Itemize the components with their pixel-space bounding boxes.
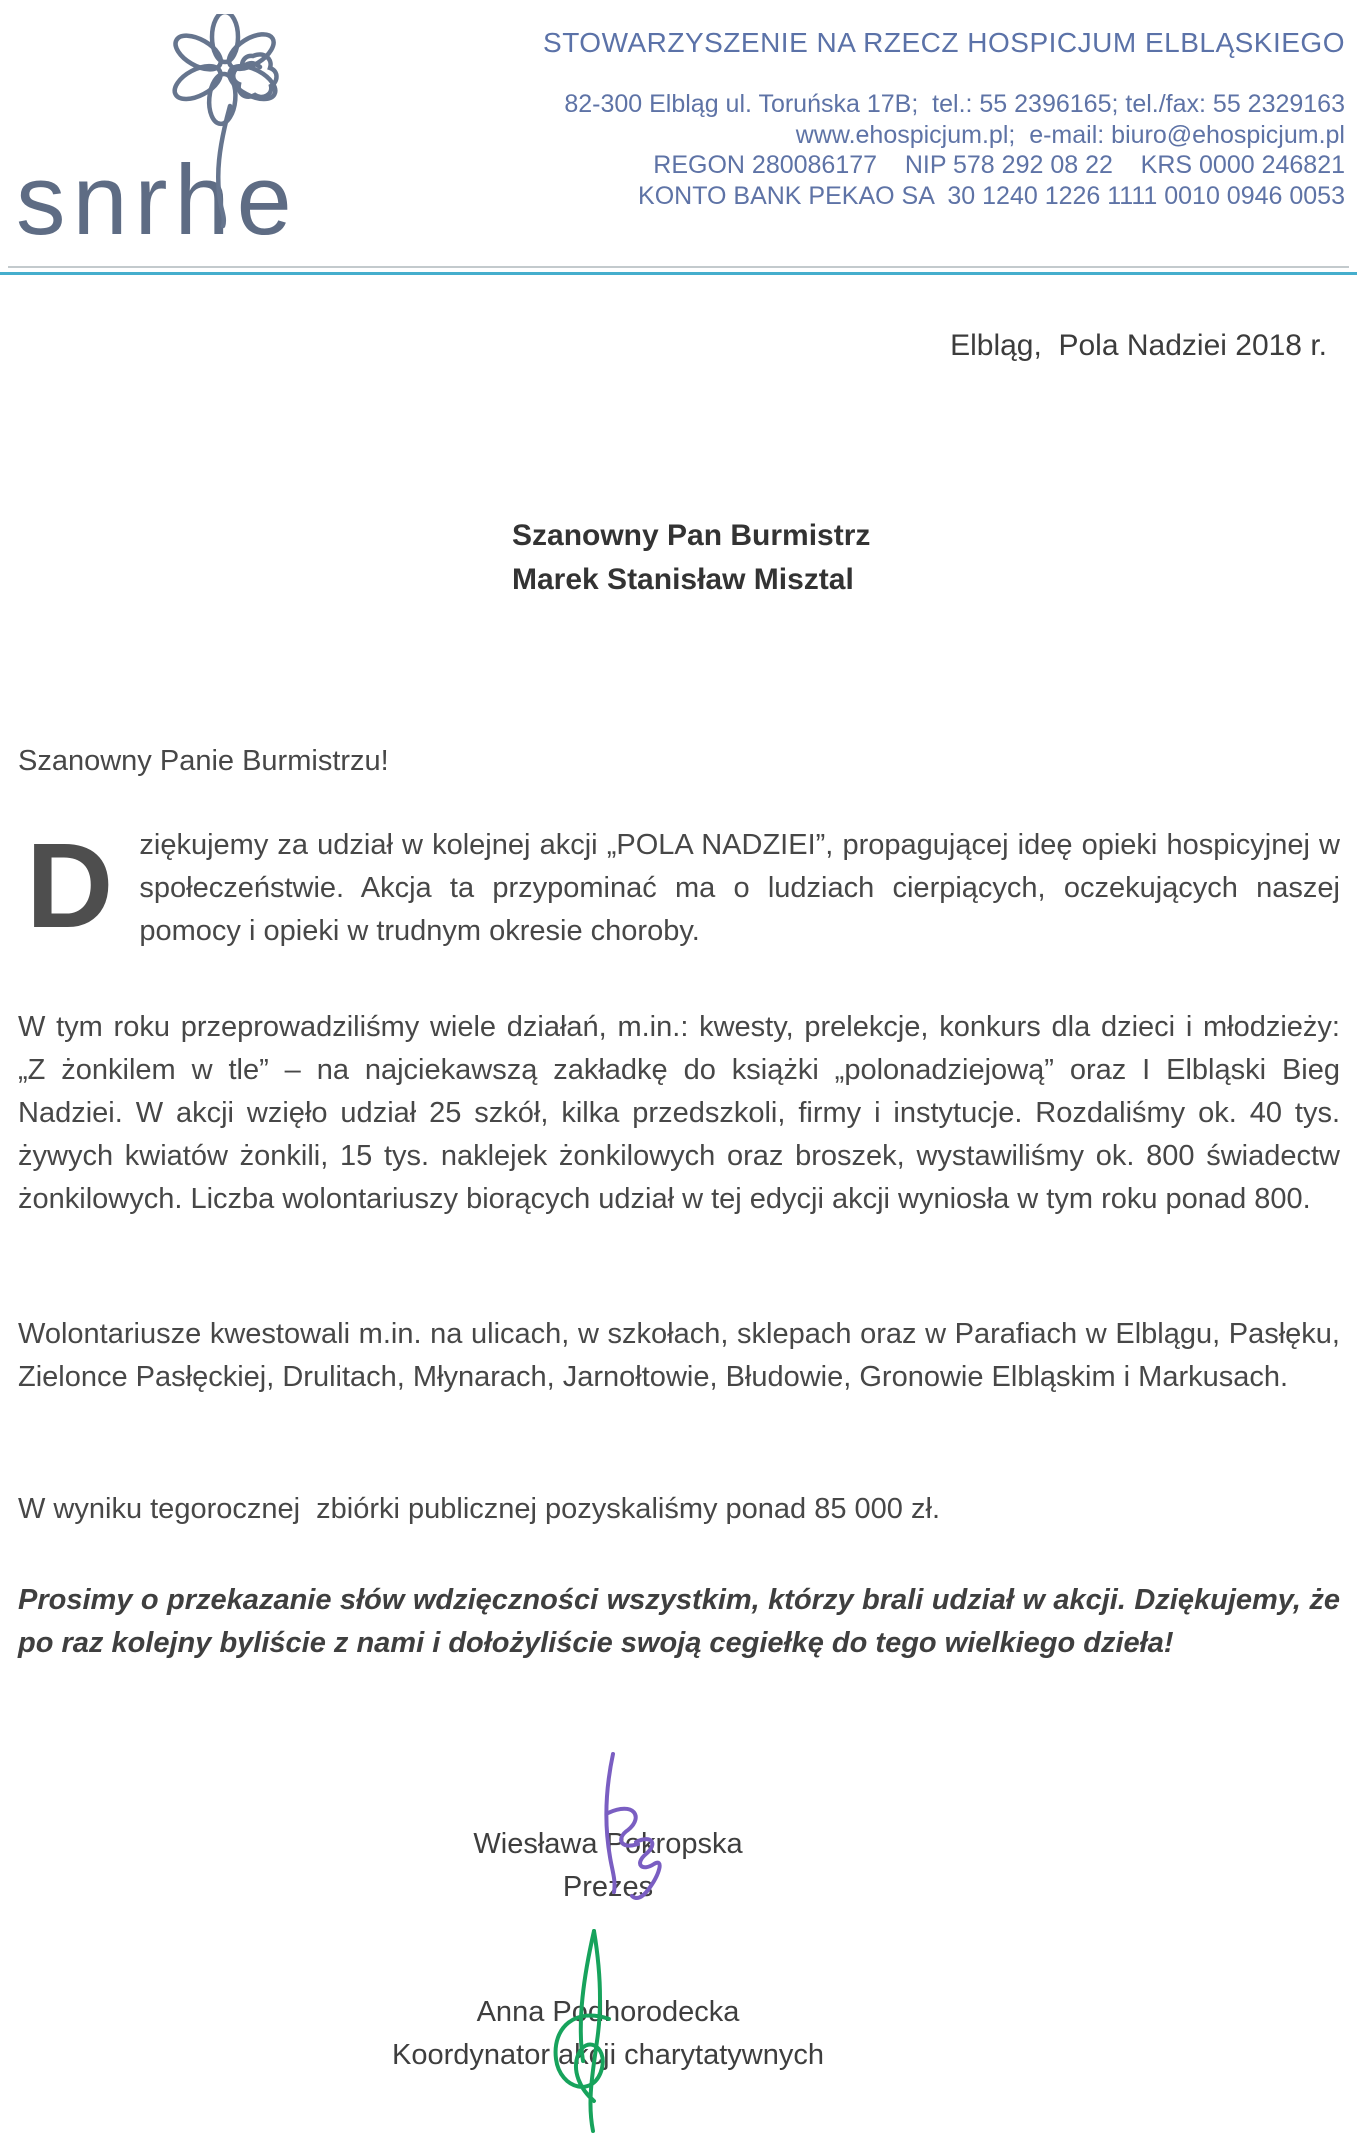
letterhead-bank-account-line: KONTO BANK PEKAO SA 30 1240 1226 1111 0010 0946 0053 (638, 181, 1345, 210)
letterhead-registry-line: REGON 280086177 NIP 578 292 08 22 KRS 0000 246821 (653, 151, 1345, 179)
signer-title: Koordynator akcji charytatywnych (392, 2039, 824, 2071)
letterhead-text-block (543, 27, 1345, 211)
salutation: Szanowny Panie Burmistrzu! (18, 745, 389, 777)
letterhead-web-email-line: www.ehospicjum.pl; e-mail: biuro@ehospicjum.pl (795, 120, 1345, 149)
addressee-title: Szanowny Pan Burmistrz (512, 519, 871, 552)
letterhead-contact-line: 82-300 Elbląg ul. Toruńska 17B; tel.: 55 2396165; tel./fax: 55 2329163 (564, 90, 1345, 118)
paragraph-activities: W tym roku przeprowadziliśmy wiele działań, m.in.: kwesty, prelekcje, konkurs dla dzieci i młodzieży: „Z żonkilem w tle” – na najciekawszą zakładkę do książki „polonadziejową” oraz I Elbląski Bieg Nadziei. W akcji wzięło udział 25 szkół, kilka przedszkoli, firmy i instytucje. Rozdaliśmy ok. 40 tys. żywych kwiatów żonkili, 15 tys. naklejek żonkilowych oraz broszek, wystawiliśmy ok. 800 świadectw żonkilowych. Liczba wolontariuszy biorących udział w tej edycji akcji wyniosła w tym roku ponad 800. (18, 1011, 1340, 1215)
addressee-block (512, 514, 870, 602)
organization-name: STOWARZYSZENIE NA RZECZ HOSPICJUM ELBLĄSKIEGO (543, 27, 1345, 58)
signer-title: Prezes (562, 1871, 654, 1903)
daffodil-flower-icon (10, 14, 405, 242)
letterhead-divider-shadow (8, 266, 1349, 268)
letterhead-divider-line (0, 272, 1357, 275)
paragraph-locations: Wolontariusze kwestowali m.in. na ulicach, w szkołach, sklepach oraz w Parafiach w Elblągu, Pasłęku, Zielonce Pasłęckiej, Drulitach, Młynarach, Jarnołtowie, Błudowie, Gronowie Elbląskim i Markusach. (18, 1318, 1340, 1393)
date-line: Elbląg, Pola Nadziei 2018 r. (950, 329, 1327, 362)
signer-name: Wiesława Pokropska (473, 1828, 743, 1860)
signature-block-coordinator (348, 1991, 868, 2077)
paragraph-thanks (18, 817, 1340, 954)
daffodil-flower-strokes (169, 14, 280, 226)
logo-wordmark: snrhe (16, 144, 299, 255)
organization-logo (10, 14, 405, 255)
drop-cap-letter: D (26, 817, 114, 953)
addressee-name: Marek Stanisław Misztal (512, 563, 854, 596)
paragraph-gratitude: Prosimy o przekazanie słów wdzięczności wszystkim, którzy brali udział w akcji. Dziękujemy, że po raz kolejny byliście z nami i dołożyliście swoją cegiełkę do tego wielkiego dzieła! (18, 1584, 1340, 1659)
signature-block-president (348, 1823, 868, 1909)
signer-name: Anna Podhorodecka (476, 1996, 740, 2028)
paragraph-collection-result: W wyniku tegorocznej zbiórki publicznej pozyskaliśmy ponad 85 000 zł. (18, 1493, 940, 1525)
paragraph-thanks-text: ziękujemy za udział w kolejnej akcji „POLA NADZIEI”, propagującej ideę opieki hospicyjnej w społeczeństwie. Akcja ta przypominać ma o ludziach cierpiących, oczekujących naszej pomocy i opieki w trudnym okresie choroby. (139, 829, 1340, 947)
